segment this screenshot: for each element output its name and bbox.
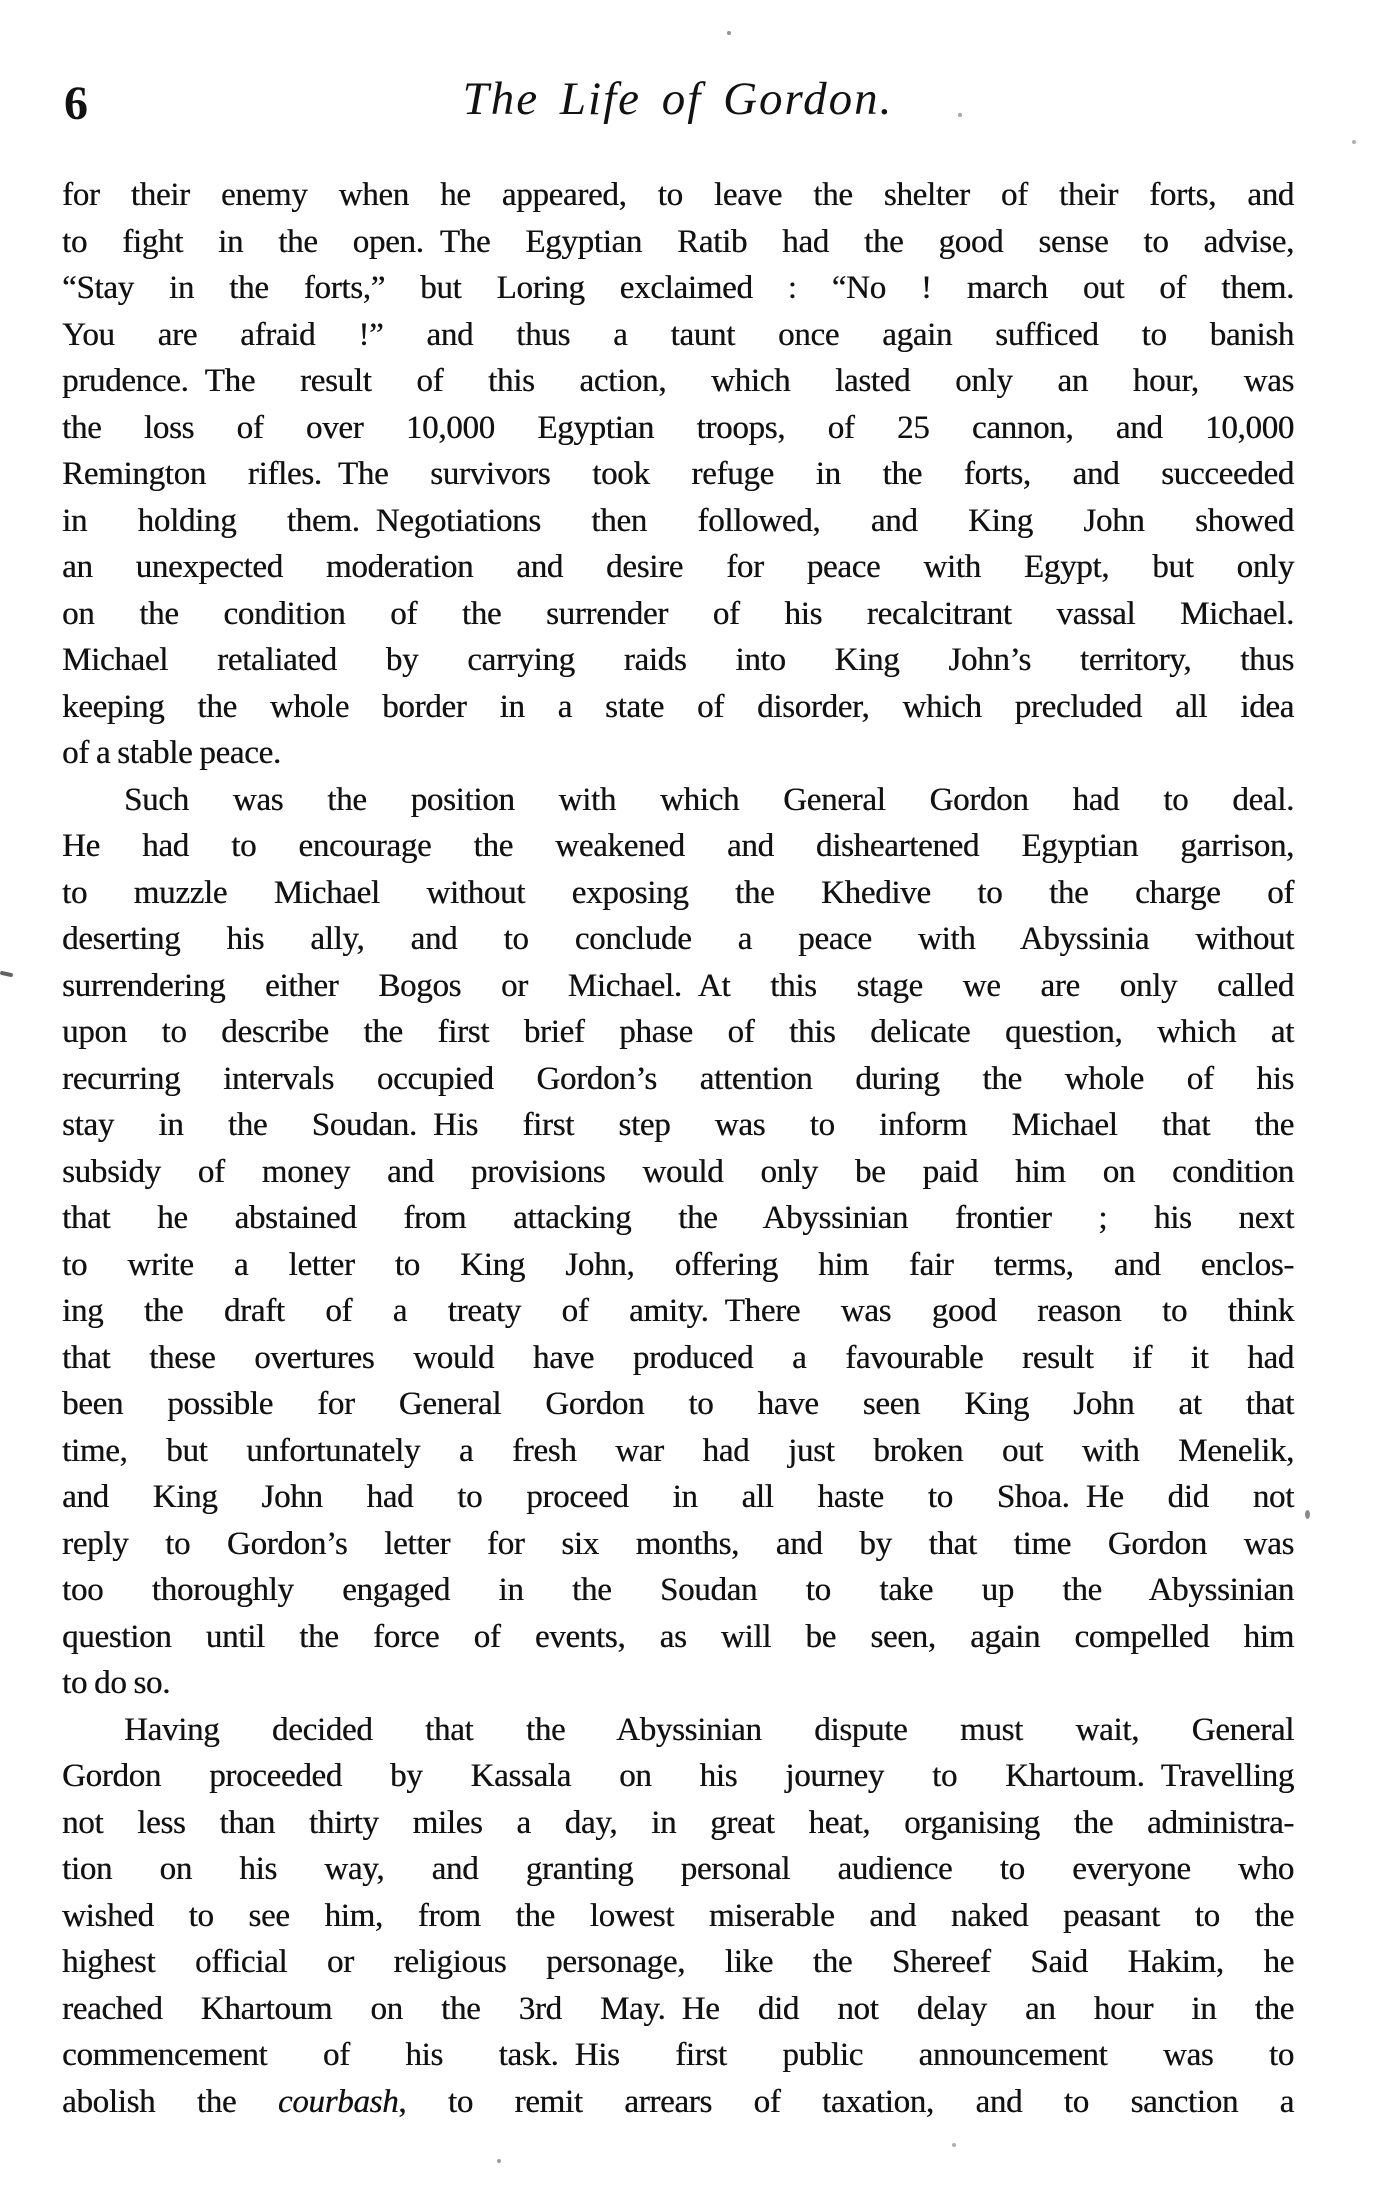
text-line: to write a letter to King John, offering him fair terms, and enclos- <box>62 1246 1294 1283</box>
text-line: He had to encourage the weakened and disheartened Egyptian garrison, <box>62 828 1294 864</box>
text-line: prudence. The result of this action, which lasted only an hour, was <box>62 363 1294 399</box>
text-line <box>62 2079 1294 2126</box>
text-line: question until the force of events, as will be seen, again compelled him <box>62 1618 1294 1655</box>
text-line: Gordon proceeded by Kassala on his journey to Khartoum. Travelling <box>62 1758 1294 1794</box>
text-line: keeping the whole border in a state of disorder, which precluded all idea <box>62 688 1294 725</box>
text-line: to muzzle Michael without exposing the Khedive to the charge of <box>62 874 1294 911</box>
text-line: wished to see him, from the lowest miserable and naked peasant to the <box>62 1897 1294 1934</box>
text-line: been possible for General Gordon to have seen King John at that <box>62 1386 1294 1422</box>
text-line: that he abstained from attacking the Abyssinian frontier ; his next <box>62 1200 1294 1236</box>
text-block <box>62 172 1294 2125</box>
text-line: ing the draft of a treaty of amity. There was good reason to think <box>62 1293 1294 1329</box>
text-line: “Stay in the forts,” but Loring exclaimed : “No ! march out of them. <box>62 270 1294 306</box>
running-title: The Life of Gordon. <box>462 73 894 125</box>
text-line: surrendering either Bogos or Michael. At this stage we are only called <box>62 967 1294 1004</box>
text-line: Having decided that the Abyssinian dispute must wait, General <box>124 1711 1294 1748</box>
text-line: to fight in the open. The Egyptian Ratib had the good sense to advise, <box>62 223 1294 260</box>
text-line: the loss of over 10,000 Egyptian troops, of 25 cannon, and 10,000 <box>62 409 1294 446</box>
text-line: highest official or religious personage, like the Shereef Said Hakim, he <box>62 1944 1294 1980</box>
text-line: commencement of his task. His first public announcement was to <box>62 2037 1294 2073</box>
text-line: reply to Gordon’s letter for six months, and by that time Gordon was <box>62 1525 1294 1562</box>
text-line: Remington rifles. The survivors took refuge in the forts, and succeeded <box>62 456 1294 492</box>
text-line: in holding them. Negotiations then followed, and King John showed <box>62 502 1294 539</box>
page-number: 6 <box>64 77 88 130</box>
text-line: subsidy of money and provisions would only be paid him on condition <box>62 1153 1294 1190</box>
scan-speck <box>0 971 13 978</box>
text-line: tion on his way, and granting personal audience to everyone who <box>62 1851 1294 1887</box>
text-line: an unexpected moderation and desire for peace with Egypt, but only <box>62 549 1294 585</box>
text-line: of a stable peace. <box>62 735 281 771</box>
scan-speck <box>1305 1510 1310 1519</box>
italic-term: courbash <box>277 2083 399 2120</box>
text-line: to do so. <box>62 1665 171 1701</box>
text-line: not less than thirty miles a day, in great heat, organising the administra- <box>62 1804 1294 1841</box>
text-line: reached Khartoum on the 3rd May. He did not delay an hour in the <box>62 1990 1294 2027</box>
text-line: Michael retaliated by carrying raids into King John’s territory, thus <box>62 642 1294 678</box>
text-line: upon to describe the first brief phase of this delicate question, which at <box>62 1014 1294 1050</box>
scan-speck <box>497 2159 501 2163</box>
text-line: on the condition of the surrender of his recalcitrant vassal Michael. <box>62 595 1294 632</box>
scan-speck <box>727 31 731 35</box>
scan-speck <box>952 2143 956 2147</box>
text-line: too thoroughly engaged in the Soudan to take up the Abyssinian <box>62 1572 1294 1608</box>
text-line: and King John had to proceed in all haste to Shoa. He did not <box>62 1479 1294 1515</box>
page-header <box>62 70 1294 140</box>
text-line: time, but unfortunately a fresh war had just broken out with Menelik, <box>62 1432 1294 1469</box>
text-line: that these overtures would have produced a favourable result if it had <box>62 1339 1294 1376</box>
scan-speck <box>1352 140 1356 144</box>
text-line: stay in the Soudan. His first step was to inform Michael that the <box>62 1107 1294 1143</box>
text-line: recurring intervals occupied Gordon’s attention during the whole of his <box>62 1060 1294 1097</box>
text-segment: , to remit arrears of taxation, and to sanction a <box>398 2083 1295 2120</box>
text-line: You are afraid !” and thus a taunt once again sufficed to banish <box>62 316 1294 353</box>
text-line: Such was the position with which General Gordon had to deal. <box>124 781 1294 818</box>
scan-speck <box>958 113 962 117</box>
text-line: for their enemy when he appeared, to leave the shelter of their forts, and <box>62 177 1294 213</box>
text-line: deserting his ally, and to conclude a peace with Abyssinia without <box>62 921 1294 957</box>
text-segment: abolish the <box>62 2083 278 2120</box>
